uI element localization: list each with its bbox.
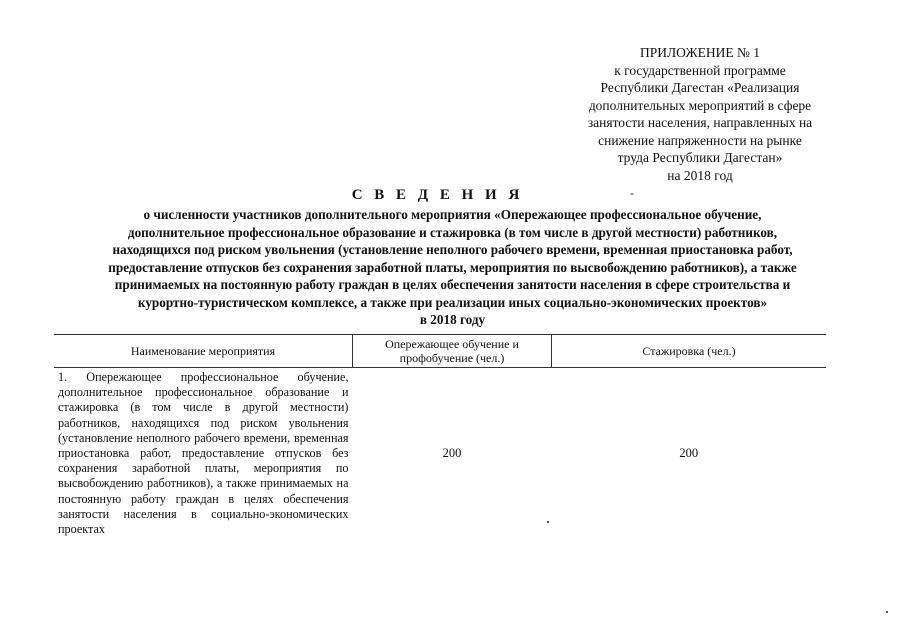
annex-line: к государственной программе (614, 62, 786, 78)
header-internship: Стажировка (чел.) (552, 335, 827, 368)
annex-line: Республики Дагестан «Реализация (600, 80, 800, 95)
annex-line: занятости населения, направленных на (587, 115, 813, 130)
scan-speck (886, 611, 888, 613)
annex-line: снижение напряженности на рынке (598, 132, 802, 148)
header-training: Опережающее обучение и профобучение (чел.) (353, 335, 552, 368)
annex-line: труда Республики Дагестан» (617, 150, 783, 165)
document-subtitle (0, 206, 905, 329)
annex-block (560, 44, 840, 184)
internship-value-cell: 200 (679, 446, 699, 461)
event-name-cell: 1. Опережающее профессиональное обучение, дополнительное профессиональное образование и стажировка (в том числе в другой местности) работников, находящихся под риском увольнения (установление неполного рабочего времени, временная приостановка работ, предоставление отпусков без сохранения заработной платы, мероприятия по высвобождению работников), а также принимаемых на постоянную работу граждан в целях обеспечения занятости населения в социально-экономических проектах (58, 370, 349, 537)
stray-mark: - (630, 186, 634, 200)
subtitle-line: находящихся под риском увольнения (установление неполного рабочего времени, временная приостановка работ, (112, 242, 793, 257)
scan-speck (547, 521, 549, 523)
subtitle-line: в 2018 году (419, 312, 486, 327)
header-event-name: Наименование мероприятия (54, 335, 353, 368)
subtitle-line: предоставление отпусков без сохранения заработной платы, мероприятия по высвобождению работников), а также (108, 259, 797, 275)
training-value-cell: 200 (442, 446, 462, 461)
document-heading (0, 186, 905, 329)
subtitle-line: курортно-туристическом комплексе, а также при реализации иных социально-экономических проектов» (137, 294, 768, 310)
annex-line: на 2018 год (667, 167, 733, 183)
subtitle-line: о численности участников дополнительного мероприятия «Опережающее профессиональное обучение, (143, 207, 762, 222)
subtitle-line: принимаемых на постоянную работу граждан в целях обеспечения занятости населения в сфере строительства и (114, 277, 791, 292)
table-row (54, 368, 826, 540)
table-header-row (54, 335, 826, 368)
subtitle-line: дополнительное профессиональное образование и стажировка (в том числе в другой местности) работников, (127, 224, 778, 240)
document-title: С В Е Д Е Н И Я (351, 187, 524, 203)
annex-line: ПРИЛОЖЕНИЕ № 1 (639, 45, 761, 60)
annex-line: дополнительных мероприятий в сфере (588, 97, 812, 113)
data-table (54, 334, 826, 539)
